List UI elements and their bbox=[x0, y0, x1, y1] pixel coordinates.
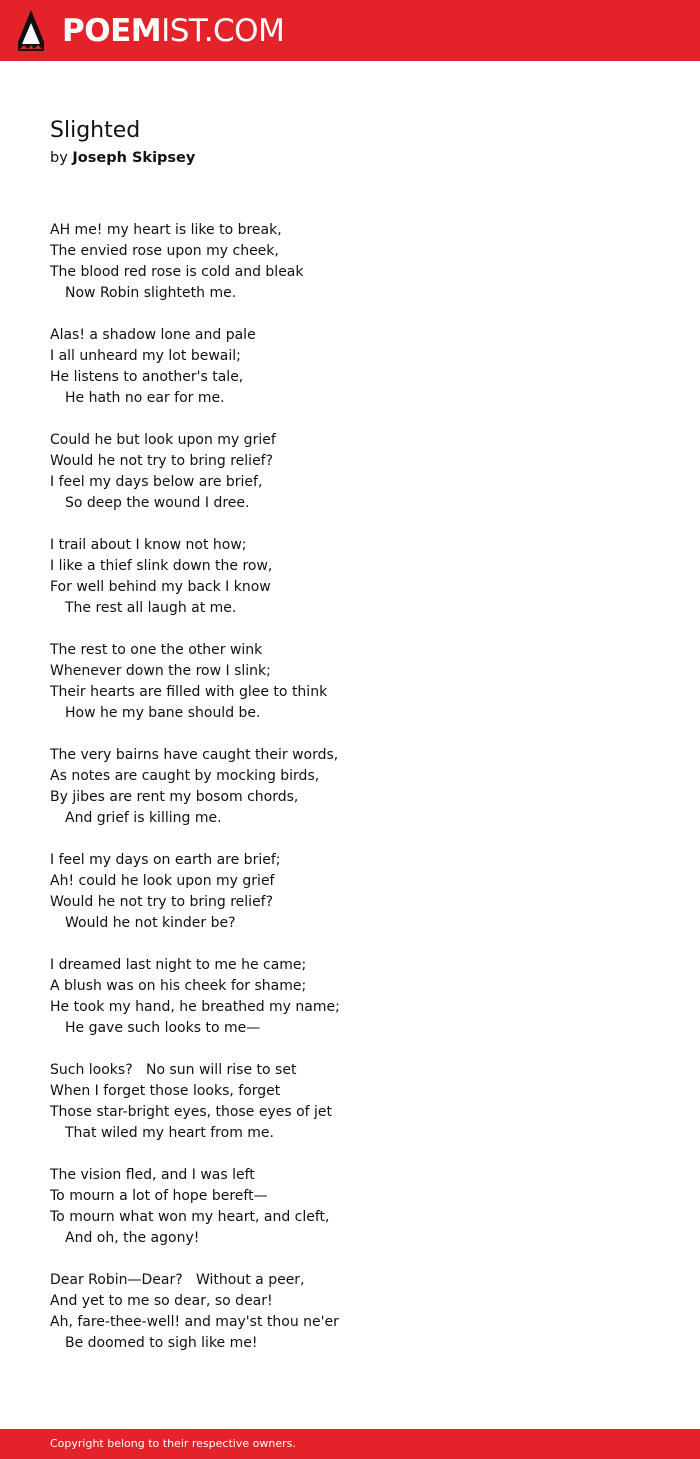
poem-line: And grief is killing me. bbox=[65, 810, 222, 826]
poem-line: Those star-bright eyes, those eyes of jet bbox=[50, 1104, 333, 1120]
poem-line: The rest all laugh at me. bbox=[65, 600, 237, 616]
poem-line: And oh, the agony! bbox=[65, 1230, 200, 1246]
poem-line: By jibes are rent my bosom chords, bbox=[50, 789, 299, 805]
stanza bbox=[50, 535, 650, 619]
poem-line: He listens to another's tale, bbox=[50, 369, 244, 385]
logo-light: IST.COM bbox=[161, 13, 285, 49]
stanza bbox=[50, 1270, 650, 1354]
poem-line: The very bairns have caught their words, bbox=[50, 747, 339, 763]
site-footer bbox=[0, 1429, 700, 1459]
site-logo[interactable] bbox=[62, 13, 284, 49]
stanza bbox=[50, 325, 650, 409]
poem-line: Dear Robin—Dear? Without a peer, bbox=[50, 1272, 305, 1288]
by-label: by bbox=[50, 150, 68, 166]
poem-line: So deep the wound I dree. bbox=[65, 495, 250, 511]
poem-line: Would he not try to bring relief? bbox=[50, 894, 274, 910]
poem-line: AH me! my heart is like to break, bbox=[50, 222, 282, 238]
poem-line: Be doomed to sigh like me! bbox=[65, 1335, 258, 1351]
author-name: Joseph Skipsey bbox=[72, 150, 196, 166]
poem-line: The rest to one the other wink bbox=[50, 642, 263, 658]
pencil-icon[interactable] bbox=[17, 10, 45, 52]
poem-line: Would he not try to bring relief? bbox=[50, 453, 274, 469]
poem-line: He gave such looks to me— bbox=[65, 1020, 261, 1036]
poem-line: I trail about I know not how; bbox=[50, 537, 247, 553]
poem-line: The blood red rose is cold and bleak bbox=[50, 264, 304, 280]
stanza bbox=[50, 850, 650, 934]
poem-body bbox=[50, 220, 650, 1354]
stanza bbox=[50, 430, 650, 514]
stanza bbox=[50, 220, 650, 304]
poem-line: He took my hand, he breathed my name; bbox=[50, 999, 340, 1015]
byline bbox=[50, 147, 650, 169]
poem-line: I all unheard my lot bewail; bbox=[50, 348, 241, 364]
copyright-text: Copyright belong to their respective owners. bbox=[50, 1437, 296, 1450]
poem-line: I feel my days below are brief, bbox=[50, 474, 263, 490]
poem-line: As notes are caught by mocking birds, bbox=[50, 768, 320, 784]
poem-line: Ah, fare-thee-well! and may'st thou ne'er bbox=[50, 1314, 339, 1330]
poem-line: A blush was on his cheek for shame; bbox=[50, 978, 307, 994]
stanza bbox=[50, 640, 650, 724]
poem-line: Now Robin slighteth me. bbox=[65, 285, 237, 301]
poem-line: Such looks? No sun will rise to set bbox=[50, 1062, 297, 1078]
stanza bbox=[50, 955, 650, 1039]
stanza bbox=[50, 1060, 650, 1144]
poem-line: How he my bane should be. bbox=[65, 705, 261, 721]
poem-line: Alas! a shadow lone and pale bbox=[50, 327, 256, 343]
poem-line: To mourn what won my heart, and cleft, bbox=[50, 1209, 330, 1225]
poem-line: Ah! could he look upon my grief bbox=[50, 873, 275, 889]
site-header bbox=[0, 0, 700, 61]
poem-line: And yet to me so dear, so dear! bbox=[50, 1293, 273, 1309]
poem-line: I feel my days on earth are brief; bbox=[50, 852, 281, 868]
poem-line: To mourn a lot of hope bereft— bbox=[50, 1188, 268, 1204]
poem-container bbox=[50, 116, 650, 1375]
poem-line: For well behind my back I know bbox=[50, 579, 271, 595]
poem-line: The vision fled, and I was left bbox=[50, 1167, 255, 1183]
poem-line: That wiled my heart from me. bbox=[65, 1125, 274, 1141]
poem-line: I dreamed last night to me he came; bbox=[50, 957, 307, 973]
poem-line: Their hearts are filled with glee to think bbox=[50, 684, 328, 700]
poem-line: I like a thief slink down the row, bbox=[50, 558, 273, 574]
poem-line: When I forget those looks, forget bbox=[50, 1083, 281, 1099]
poem-line: He hath no ear for me. bbox=[65, 390, 225, 406]
poem-line: Whenever down the row I slink; bbox=[50, 663, 271, 679]
stanza bbox=[50, 745, 650, 829]
poem-title: Slighted bbox=[50, 118, 141, 143]
poem-line: Could he but look upon my grief bbox=[50, 432, 276, 448]
logo-bold: POEM bbox=[62, 13, 162, 49]
poem-line: Would he not kinder be? bbox=[65, 915, 236, 931]
stanza bbox=[50, 1165, 650, 1249]
poem-line: The envied rose upon my cheek, bbox=[50, 243, 279, 259]
